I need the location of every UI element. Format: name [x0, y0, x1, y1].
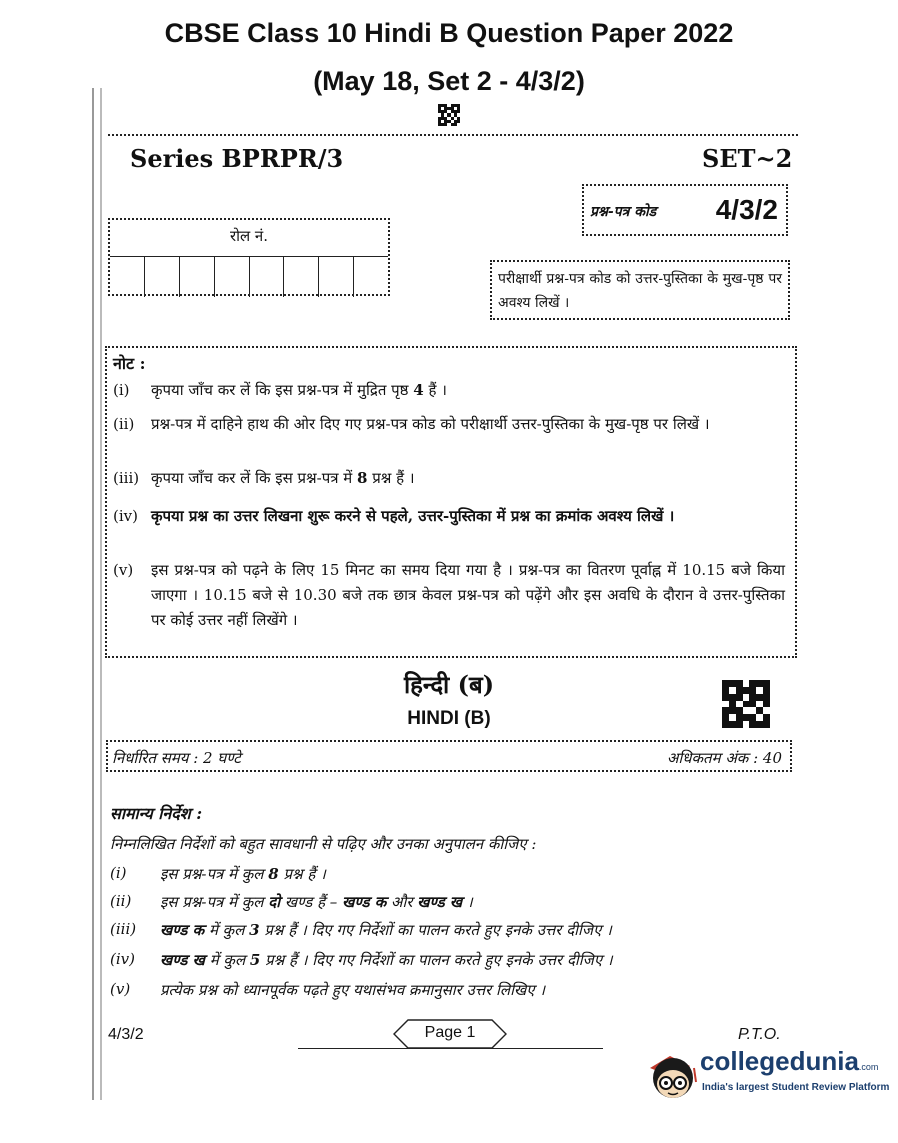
time-marks-box [106, 740, 792, 772]
qr-code [722, 680, 770, 728]
note-box [105, 346, 797, 658]
instructions-heading: सामान्य निर्देश : [110, 804, 203, 823]
page-title: CBSE Class 10 Hindi B Question Paper 2022 [164, 18, 734, 48]
code-instruction-box [490, 260, 790, 320]
roll-number-cells [110, 256, 388, 297]
collegedunia-mascot-icon [640, 1038, 706, 1104]
set-label: SET~2 [702, 144, 793, 173]
note-heading: नोट : [113, 354, 146, 373]
page-number: Page 1 [424, 1024, 476, 1041]
note-item: (iv) कृपया प्रश्न का उत्तर लिखना शुरू करने से पहले, उत्तर-पुस्तिका में प्रश्न का क्रमांक अवश्य लिखें । [113, 507, 675, 525]
max-marks: अधिकतम अंक : 40 [666, 749, 782, 767]
note-item: (v) इस प्रश्न-पत्र को पढ़ने के लिए 15 मिनट का समय दिया गया है । प्रश्न-पत्र का वितरण पूर्वाह्न में 10.15 बजे किया जाएगा । 10.15 बजे से 10.30 बजे तक छात्र केवल प्रश्न-पत्र को पढ़ेंगे और इस अवधि के दौरान वे उत्तर-पुस्तिका पर कोई उत्तर नहीं लिखेंगे । [113, 561, 785, 629]
qr-code-small [438, 104, 460, 126]
divider [108, 134, 798, 136]
note-item: (iii) कृपया जाँच कर लें कि इस प्रश्न-पत्र में 8 प्रश्न हैं । [113, 469, 415, 487]
brand-tagline: India's largest Student Review Platform [702, 1082, 890, 1093]
brand-name: collegedunia.com [700, 1046, 879, 1076]
footer-rule [298, 1048, 603, 1049]
binding-margin [92, 88, 102, 1100]
note-item: (ii) प्रश्न-पत्र में दाहिने हाथ की ओर दिए गए प्रश्न-पत्र कोड को परीक्षार्थी उत्तर-पुस्तिका के मुख-पृष्ठ पर लिखें । [113, 415, 710, 433]
time-allowed: निर्धारित समय : 2 घण्टे [112, 749, 241, 767]
roll-number-label: रोल नं. [229, 227, 269, 245]
paper-code-label: प्रश्न-पत्र कोड [590, 204, 657, 220]
subject-english: HINDI (B) [407, 708, 491, 729]
paper-code-box [582, 184, 788, 236]
note-item: (i) कृपया जाँच कर लें कि इस प्रश्न-पत्र में मुद्रित पृष्ठ 4 हैं । [113, 381, 447, 399]
paper-code: 4/3/2 [715, 194, 778, 225]
code-instruction-text: परीक्षार्थी प्रश्न-पत्र कोड को उत्तर-पुस्तिका के मुख-पृष्ठ पर अवश्य लिखें । [498, 271, 782, 311]
footer-code: 4/3/2 [108, 1026, 144, 1043]
subject-hindi: हिन्दी (ब) [403, 670, 495, 699]
instructions-intro: निम्नलिखित निर्देशों को बहुत सावधानी से पढ़िए और उनका अनुपालन कीजिए : [110, 835, 537, 853]
pto-label: P.T.O. [738, 1026, 781, 1043]
roll-number-box [108, 218, 390, 296]
series-label: Series BPRPR/3 [130, 144, 344, 173]
page-subtitle: (May 18, Set 2 - 4/3/2) [313, 66, 585, 96]
